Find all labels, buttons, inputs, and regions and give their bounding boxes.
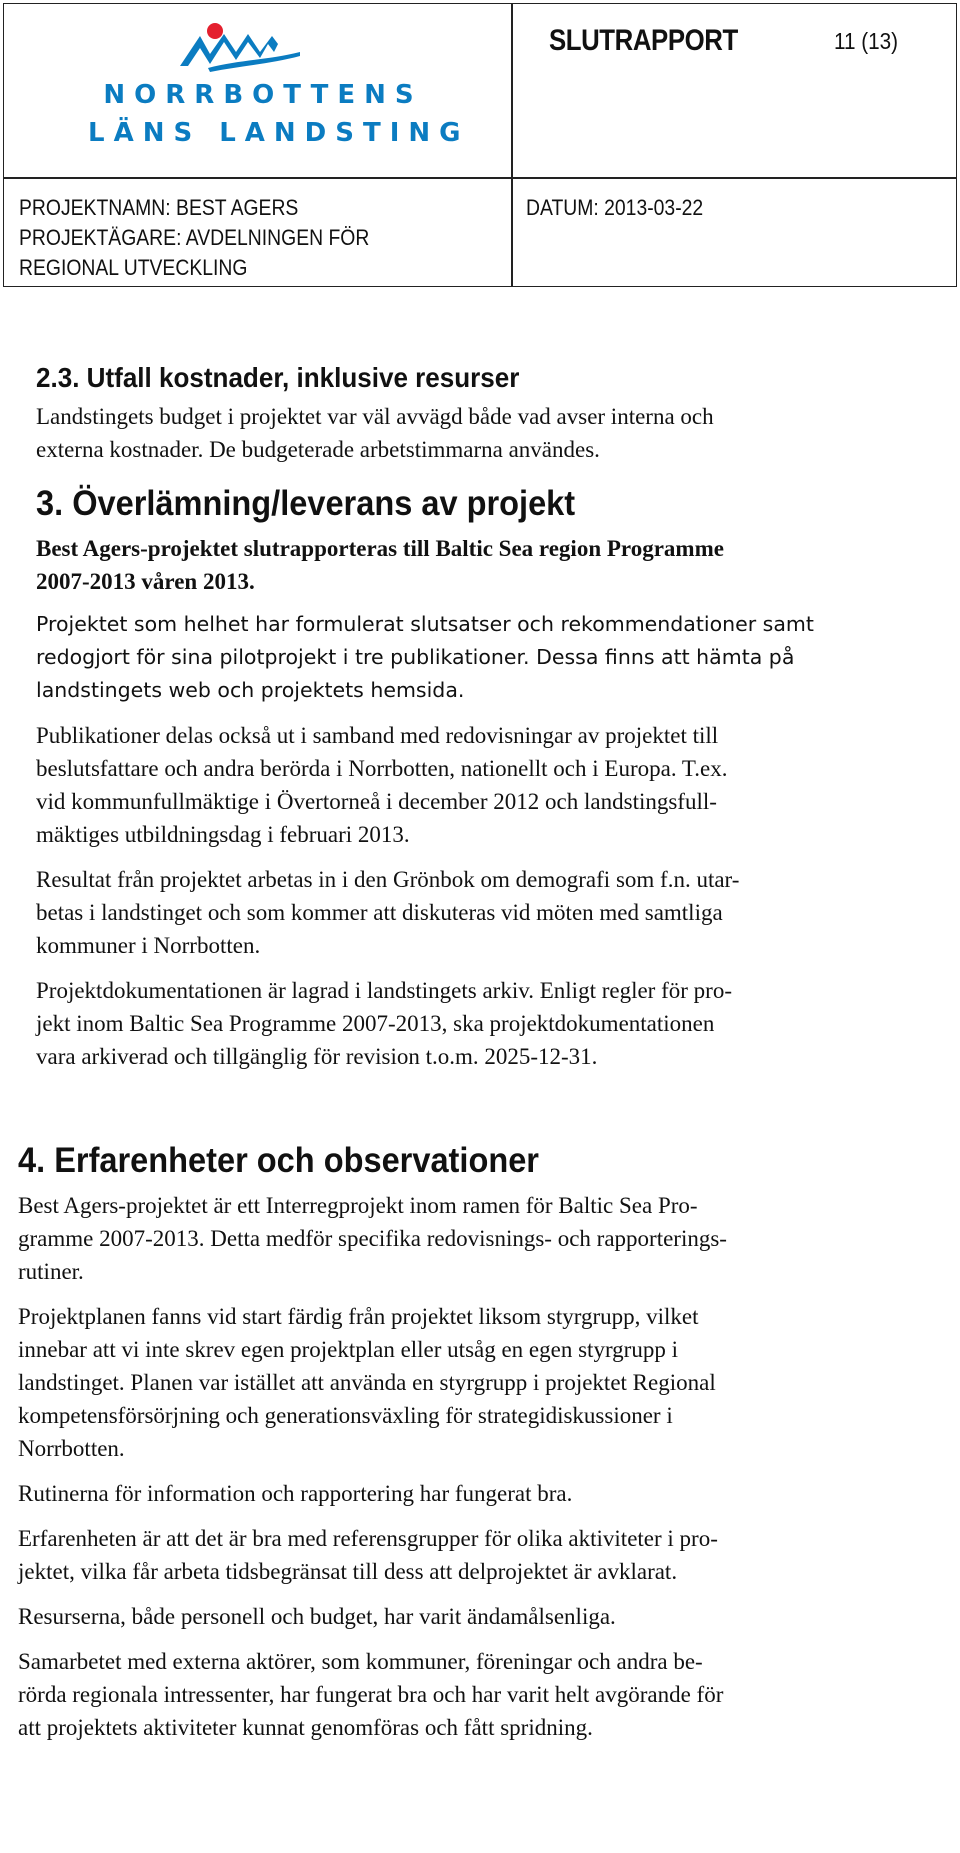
- project-info: [19, 193, 369, 283]
- text-line: rutiner.: [18, 1259, 84, 1284]
- logo-mark-icon: [88, 22, 438, 82]
- project-info-line: REGIONAL UTVECKLING: [19, 255, 248, 280]
- text-line: betas i landstinget och som kommer att diskuteras vid möten med samtliga: [36, 900, 723, 925]
- header-divider-vertical: [511, 4, 513, 286]
- text-line: innebar att vi inte skrev egen projektplan eller utsåg en egen styrgrupp i: [18, 1337, 678, 1362]
- text-line: beslutsfattare och andra berörda i Norrbotten, nationellt och i Europa. T.ex.: [36, 756, 728, 781]
- text-line: Projektdokumentationen är lagrad i landstingets arkiv. Enligt regler för pro-: [36, 978, 732, 1003]
- project-info-line: PROJEKTÄGARE: AVDELNINGEN FÖR: [19, 225, 370, 250]
- logo-wave-icon: [208, 52, 300, 72]
- text-line: rörda regionala intressenter, har fungerat bra och har varit helt avgörande för: [18, 1682, 724, 1707]
- text-line: kompetensförsörjning och generationsväxling för strategidiskussioner i: [18, 1403, 673, 1428]
- section-heading-2-3: 2.3. Utfall kostnader, inklusive resurser: [36, 362, 520, 393]
- text-line: 2007-2013 våren 2013.: [36, 569, 255, 594]
- text-line: Resurserna, både personell och budget, har varit ändamålsenliga.: [18, 1604, 616, 1629]
- section-heading-4: 4. Erfarenheter och observationer: [18, 1141, 539, 1180]
- text-line: kommuner i Norrbotten.: [36, 933, 261, 958]
- section-heading-3: 3. Överlämning/leverans av projekt: [36, 484, 576, 523]
- text-line: att projektets aktiviteter kunnat genomföras och fått spridning.: [18, 1715, 593, 1740]
- paragraph: [36, 608, 938, 707]
- paragraph: [18, 1522, 938, 1588]
- paragraph: [18, 1189, 938, 1288]
- text-line: landstinget. Planen var istället att använda en styrgrupp i projektet Regional: [18, 1370, 716, 1395]
- text-line: externa kostnader. De budgeterade arbetstimmarna användes.: [36, 437, 600, 462]
- text-line: Samarbetet med externa aktörer, som kommuner, föreningar och andra be-: [18, 1649, 703, 1674]
- bold-paragraph: [36, 532, 938, 598]
- paragraph: [36, 400, 938, 466]
- text-line: jekt inom Baltic Sea Programme 2007-2013, ska projektdokumentationen: [36, 1011, 715, 1036]
- page-number: 11 (13): [834, 28, 899, 54]
- text-line: gramme 2007-2013. Detta medför specifika redovisnings- och rapporterings-: [18, 1226, 727, 1251]
- text-line: Landstingets budget i projektet var väl avvägd både vad avser interna och: [36, 404, 714, 429]
- landsting-logo: [88, 22, 470, 157]
- text-line: Best Agers-projektet är ett Interregprojekt inom ramen för Baltic Sea Pro-: [18, 1193, 698, 1218]
- paragraph: [18, 1645, 938, 1744]
- paragraph: [36, 974, 938, 1073]
- text-line: Resultat från projektet arbetas in i den Grönbok om demografi som f.n. utar-: [36, 867, 740, 892]
- text-line: vara arkiverad och tillgänglig för revision t.o.m. 2025-12-31.: [36, 1044, 598, 1069]
- text-line: Norrbotten.: [18, 1436, 125, 1461]
- text-line: landstingets web och projektets hemsida.: [36, 678, 465, 702]
- paragraph: [18, 1300, 938, 1465]
- logo-line-2: LÄNS LANDSTING: [88, 118, 470, 148]
- document-date: DATUM: 2013-03-22: [526, 195, 704, 220]
- text-line: Rutinerna för information och rapportering har fungerat bra.: [18, 1481, 573, 1506]
- paragraph: [36, 719, 938, 851]
- page-body: [18, 360, 938, 1756]
- project-info-line: PROJEKTNAMN: BEST AGERS: [19, 195, 299, 220]
- paragraph: [18, 1477, 938, 1510]
- header-divider-horizontal: [4, 177, 956, 179]
- paragraph: [18, 1600, 938, 1633]
- text-line: Projektplanen fanns vid start färdig från projektet liksom styrgrupp, vilket: [18, 1304, 699, 1329]
- text-line: Best Agers-projektet slutrapporteras till Baltic Sea region Programme: [36, 536, 724, 561]
- text-line: Projektet som helhet har formulerat slutsatser och rekommendationer samt: [36, 612, 814, 636]
- text-line: redogjort för sina pilotprojekt i tre publikationer. Dessa finns att hämta på: [36, 645, 795, 669]
- paragraph: [36, 863, 938, 962]
- text-line: Erfarenheten är att det är bra med referensgrupper för olika aktiviteter i pro-: [18, 1526, 718, 1551]
- text-line: vid kommunfullmäktige i Övertorneå i december 2012 och landstingsfull-: [36, 789, 717, 814]
- logo-line-1: NORRBOTTENS: [103, 80, 423, 110]
- document-header: [3, 3, 957, 287]
- text-line: mäktiges utbildningsdag i februari 2013.: [36, 822, 410, 847]
- text-line: Publikationer delas också ut i samband med redovisningar av projektet till: [36, 723, 719, 748]
- logo-red-dot-icon: [207, 23, 223, 39]
- text-line: jektet, vilka får arbeta tidsbegränsat till dess att delprojektet är avklarat.: [18, 1559, 678, 1584]
- document-type: SLUTRAPPORT: [549, 24, 738, 57]
